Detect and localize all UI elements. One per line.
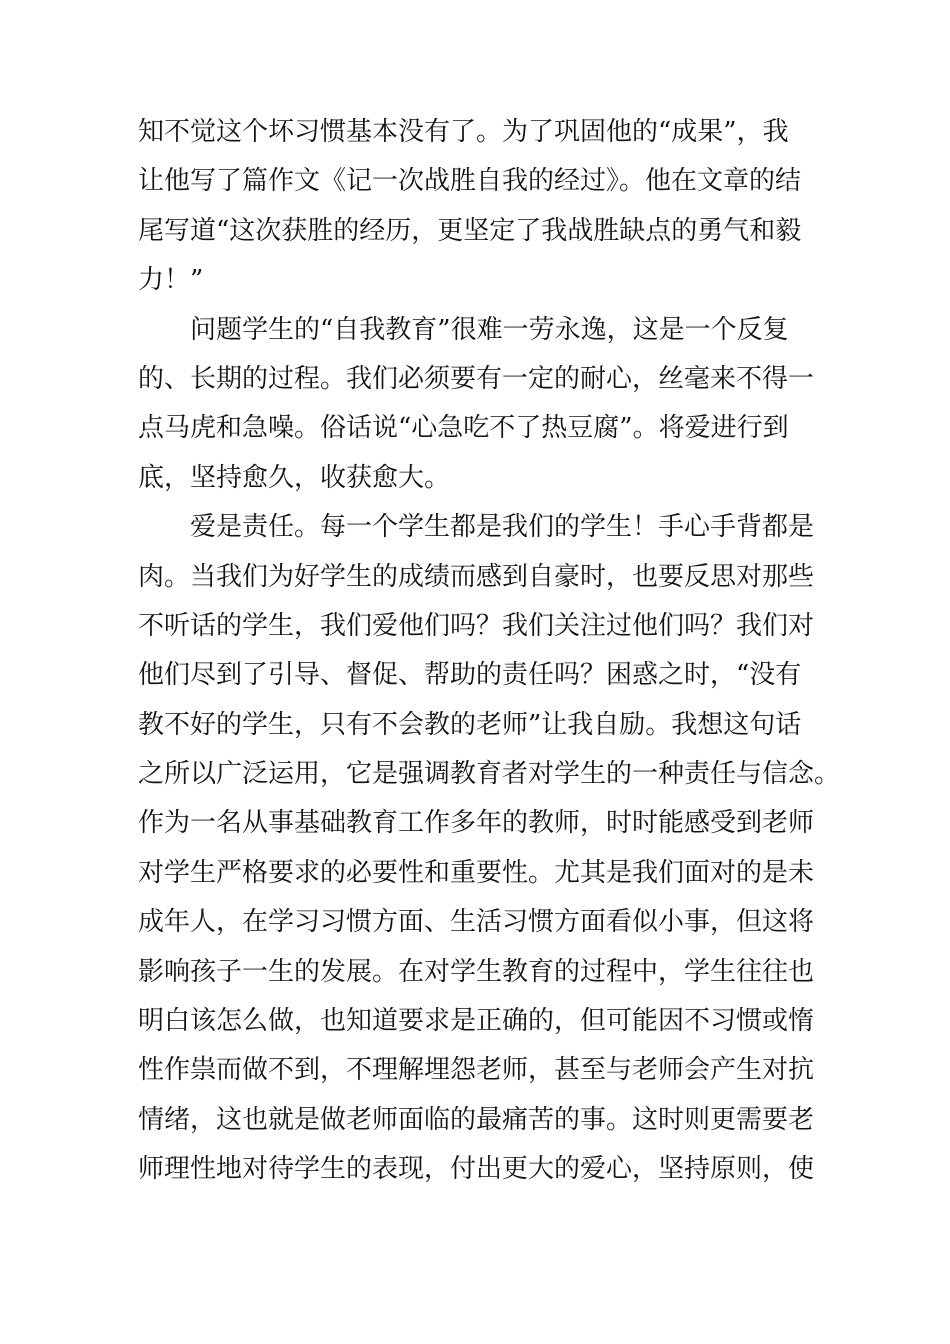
text-line: 他们尽到了引导、督促、帮助的责任吗？困惑之时，“没有 bbox=[138, 660, 802, 691]
text-line: 之所以广泛运用，它是强调教育者对学生的一种责任与信念。 bbox=[138, 759, 841, 790]
text-line: 不听话的学生，我们爱他们吗？我们关注过他们吗？我们对 bbox=[138, 610, 815, 641]
text-line: 明白该怎么做，也知道要求是正确的，但可能因不习惯或惰 bbox=[138, 1006, 815, 1037]
text-line: 知不觉这个坏习惯基本没有了。为了巩固他的“成果”，我 bbox=[138, 117, 789, 147]
text-line: 力！” bbox=[138, 265, 204, 296]
text-line: 影响孩子一生的发展。在对学生教育的过程中，学生往往也 bbox=[138, 956, 815, 987]
text-line: 问题学生的“自我教育”很难一劳永逸，这是一个反复 bbox=[138, 314, 789, 345]
text-line: 尾写道“这次获胜的经历，更坚定了我战胜缺点的勇气和毅 bbox=[138, 215, 802, 246]
text-line: 成年人，在学习习惯方面、生活习惯方面看似小事，但这将 bbox=[138, 907, 815, 938]
text-line: 情绪，这也就是做老师面临的最痛苦的事。这时则更需要老 bbox=[138, 1104, 815, 1135]
text-line: 作为一名从事基础教育工作多年的教师，时时能感受到老师 bbox=[138, 808, 815, 839]
text-line: 性作祟而做不到，不理解埋怨老师，甚至与老师会产生对抗 bbox=[138, 1055, 815, 1086]
text-line: 爱是责任。每一个学生都是我们的学生！手心手背都是 bbox=[138, 512, 815, 543]
text-line: 底，坚持愈久，收获愈大。 bbox=[138, 462, 451, 493]
text-line: 点马虎和急噪。俗话说“心急吃不了热豆腐”。将爱进行到 bbox=[138, 413, 789, 444]
text-line: 让他写了篇作文《记一次战胜自我的经过》。他在文章的结 bbox=[138, 166, 802, 197]
text-line: 教不好的学生，只有不会教的老师”让我自励。我想这句话 bbox=[138, 709, 802, 740]
document-body bbox=[138, 108, 841, 1195]
text-line: 的、长期的过程。我们必须要有一定的耐心，丝毫来不得一 bbox=[138, 363, 815, 394]
text-line: 师理性地对待学生的表现，付出更大的爱心，坚持原则，使 bbox=[138, 1154, 815, 1185]
text-line: 肉。当我们为好学生的成绩而感到自豪时，也要反思对那些 bbox=[138, 561, 815, 592]
text-line: 对学生严格要求的必要性和重要性。尤其是我们面对的是未 bbox=[138, 857, 815, 888]
